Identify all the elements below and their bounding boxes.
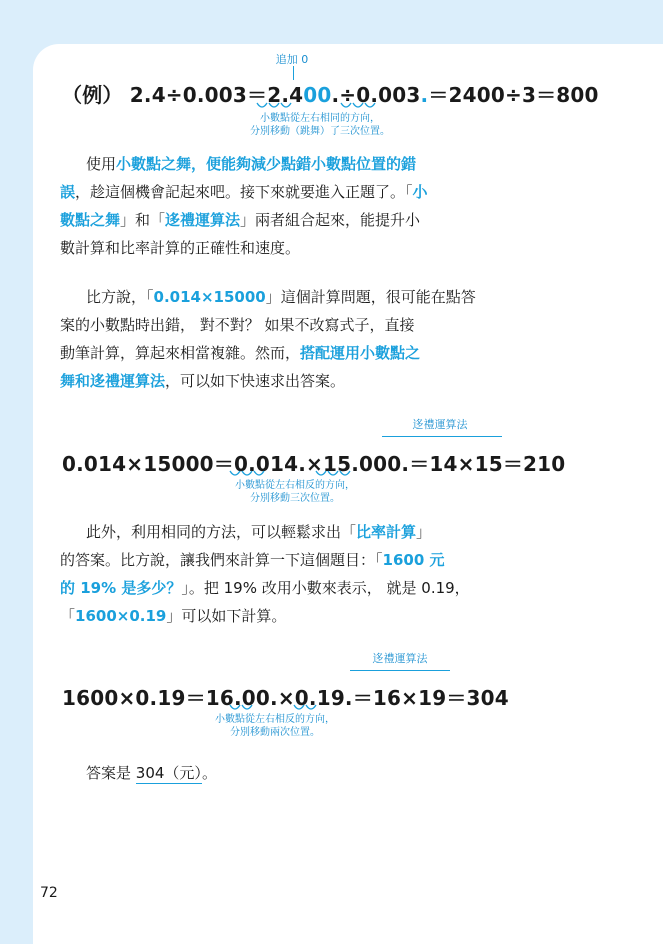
paragraph-3-rest bbox=[60, 546, 620, 630]
p3-highlight-2: 1600 元 bbox=[382, 551, 445, 569]
p1-text-3: 」和「 bbox=[120, 211, 166, 229]
p2-text-3: 案的小數點時出錯， 對不對？ 如果不改寫式子，直接 bbox=[60, 316, 415, 334]
p1-highlight-2: 誤 bbox=[60, 183, 76, 201]
paragraph-1 bbox=[86, 150, 616, 178]
p1-highlight-3: 小 bbox=[412, 183, 428, 201]
p1-highlight: 小數點之舞，便能夠減少點錯小數點位置的錯 bbox=[116, 155, 417, 173]
example1-note bbox=[200, 112, 440, 138]
example1-eq-part1: 2.4÷0.003＝2.4 bbox=[129, 83, 304, 107]
p3-text: 此外，利用相同的方法，可以輕鬆求出「 bbox=[86, 523, 357, 541]
p2-text-4: 動筆計算，算起來相當複雜。然而， bbox=[60, 344, 301, 362]
example3-note-line1: 小數點從左右相反的方向， bbox=[215, 714, 335, 725]
example1-note-line2: 分別移動（跳舞）了三次位置。 bbox=[250, 126, 390, 137]
example1-eq-part3: ＝2400÷3＝800 bbox=[428, 83, 599, 107]
example1-added-zeros: 00 bbox=[303, 83, 332, 107]
example2-note-line2: 分別移動三次位置。 bbox=[250, 493, 340, 504]
answer-suffix: 。 bbox=[201, 764, 217, 782]
p3-highlight-4: 1600×0.19 bbox=[75, 607, 167, 625]
p3-text-4: 」。把 19% 改用小數來表示， 就是 0.19， bbox=[181, 579, 470, 597]
page-number: 72 bbox=[40, 885, 58, 901]
p1-highlight-4: 數點之舞 bbox=[60, 211, 121, 229]
p1-highlight-5: 迻禮運算法 bbox=[165, 211, 241, 229]
example2-equation: 0.014×15000＝0.014.×15.000.＝14×15＝210 bbox=[62, 452, 566, 476]
example2-note bbox=[190, 479, 400, 505]
example1-eq-part2: .÷0.003 bbox=[331, 83, 421, 107]
example3-bracket bbox=[350, 670, 450, 671]
example2-bracket bbox=[382, 436, 502, 437]
p3-text-5: 「 bbox=[60, 607, 76, 625]
paragraph-2-rest bbox=[60, 311, 620, 395]
p2-highlight: 0.014×15000 bbox=[153, 288, 266, 306]
answer-value: 304（元） bbox=[135, 764, 202, 782]
example3-note bbox=[170, 713, 380, 739]
paragraph-2 bbox=[86, 283, 616, 311]
p3-text-2: 」 bbox=[416, 523, 432, 541]
add-zero-label: 追加 0 bbox=[275, 53, 309, 66]
p1-text: 使用 bbox=[86, 155, 117, 173]
example3-note-line2: 分別移動兩次位置。 bbox=[230, 727, 320, 738]
answer-prefix: 答案是 bbox=[86, 764, 132, 782]
example-prefix: （例） bbox=[62, 83, 123, 107]
example1-note-line1: 小數點從左右相同的方向， bbox=[260, 113, 380, 124]
paragraph-3 bbox=[86, 518, 616, 546]
p2-text-5: ，可以如下快速求出答案。 bbox=[165, 372, 346, 390]
example3-label: 迻禮運算法 bbox=[372, 652, 428, 665]
add-zero-pointer bbox=[293, 66, 295, 80]
example2-note-line1: 小數點從左右相反的方向， bbox=[235, 480, 355, 491]
example3-equation: 1600×0.19＝16.00.×0.19.＝16×19＝304 bbox=[62, 686, 509, 710]
p2-highlight-3: 舞和迻禮運算法 bbox=[60, 372, 166, 390]
p1-text-2: ，趁這個機會記起來吧。接下來就要進入正題了。「 bbox=[75, 183, 413, 201]
p2-text: 比方說，「 bbox=[86, 288, 154, 306]
p3-text-6: 」可以如下計算。 bbox=[166, 607, 287, 625]
p2-highlight-2: 搭配運用小數點之 bbox=[300, 344, 421, 362]
example2-label: 迻禮運算法 bbox=[412, 418, 468, 431]
p1-text-4: 」兩者組合起來，能提升小 bbox=[240, 211, 421, 229]
p3-highlight: 比率計算 bbox=[356, 523, 417, 541]
example1-moved-dot: . bbox=[420, 83, 429, 107]
p1-text-5: 數計算和比率計算的正確性和速度。 bbox=[60, 239, 301, 257]
p3-highlight-3: 的 19% 是多少？ bbox=[60, 579, 182, 597]
paragraph-1-rest bbox=[60, 178, 620, 262]
answer-line bbox=[86, 762, 217, 783]
p3-text-3: 的答案。比方說，讓我們來計算一下這個題目：「 bbox=[60, 551, 383, 569]
p2-text-2: 」這個計算問題，很可能在點答 bbox=[265, 288, 476, 306]
